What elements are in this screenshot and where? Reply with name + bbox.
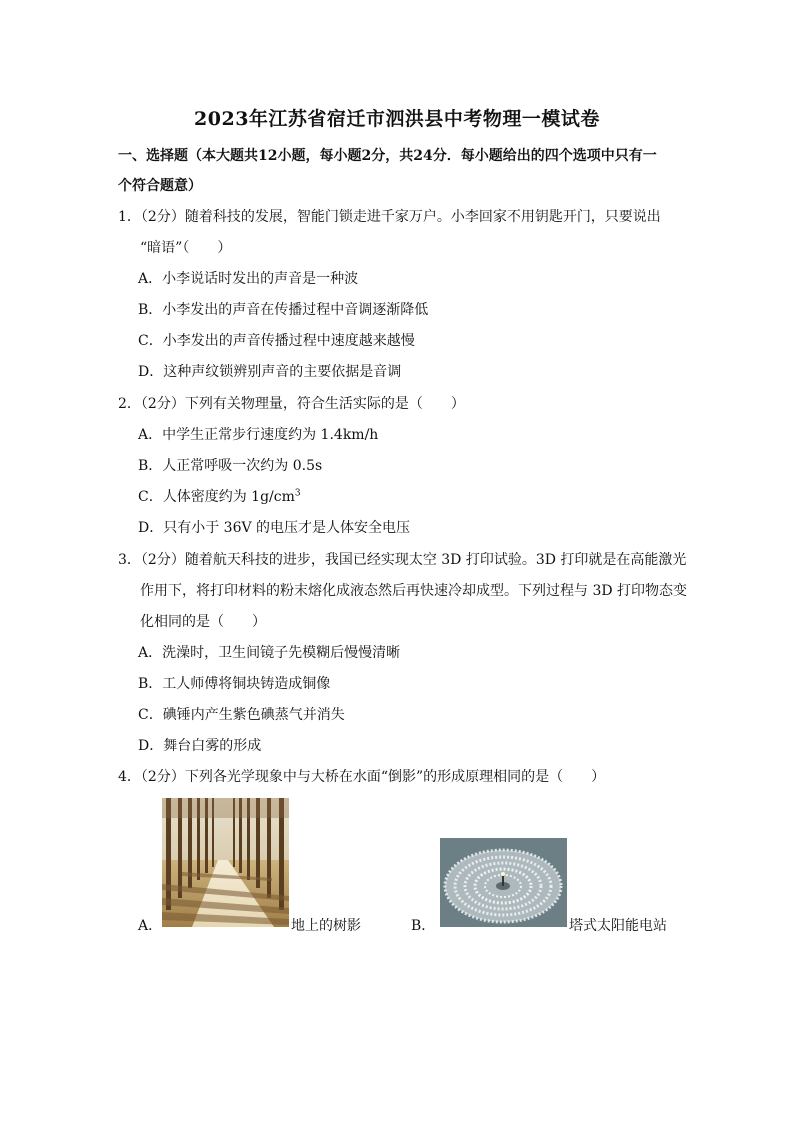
section-heading-line1: 一、选择题（本大题共12小题，每小题2分，共24分．每小题给出的四个选项中只有一	[118, 148, 657, 164]
question-1-option-b: B．小李发出的声音在传播过程中音调逐渐降低	[138, 302, 429, 318]
question-1-stem-line2: “暗语”（ ）	[140, 240, 232, 256]
question-4-option-b-letter: B．	[411, 918, 436, 934]
question-1-option-a: A．小李说话时发出的声音是一种波	[138, 271, 359, 287]
question-3-option-c: C．碘锤内产生紫色碘蒸气并消失	[138, 707, 345, 723]
cubic-superscript: 3	[294, 488, 301, 499]
question-3-stem-line1: 3．（2分）随着航天科技的进步，我国已经实现太空 3D 打印试验。3D 打印就是在高能激光	[118, 552, 687, 568]
question-2-option-d: D．只有小于 36V 的电压才是人体安全电压	[138, 520, 411, 536]
page-title: 2023年江苏省宿迁市泗洪县中考物理一模试卷	[194, 108, 600, 130]
question-4-option-b-caption: 塔式太阳能电站	[569, 918, 667, 934]
question-4-stem: 4．（2分）下列各光学现象中与大桥在水面“倒影”的形成原理相同的是（ ）	[118, 769, 606, 785]
question-3-stem-line2: 作用下，将打印材料的粉末熔化成液态然后再快速冷却成型。下列过程与 3D 打印物态变	[140, 583, 688, 599]
question-1-option-c: C．小李发出的声音传播过程中速度越来越慢	[138, 333, 415, 349]
question-2-option-c-text: C．人体密度约为 1g/cm	[138, 489, 295, 505]
question-2-option-c	[138, 487, 301, 507]
question-3-stem-line3: 化相同的是（ ）	[140, 614, 266, 630]
solar-tower-image	[440, 838, 567, 927]
tree-shadow-image	[162, 798, 289, 927]
question-1-stem-line1: 1．（2分）随着科技的发展，智能门锁走进千家万户。小李回家不用钥匙开门，只要说出	[118, 209, 661, 225]
question-4-option-a-caption: 地上的树影	[291, 918, 361, 934]
question-4-option-a-letter: A．	[138, 918, 163, 934]
question-2-option-a: A．中学生正常步行速度约为 1.4km/h	[138, 427, 379, 443]
question-2-option-b: B．人正常呼吸一次约为 0.5s	[138, 458, 323, 474]
question-3-option-b: B．工人师傅将铜块铸造成铜像	[138, 676, 331, 692]
question-3-option-d: D．舞台白雾的形成	[138, 738, 262, 754]
question-3-option-a: A．洗澡时，卫生间镜子先模糊后慢慢清晰	[138, 645, 401, 661]
question-2-stem: 2．（2分）下列有关物理量，符合生活实际的是（ ）	[118, 396, 465, 412]
question-1-option-d: D．这种声纹锁辨别声音的主要依据是音调	[138, 364, 402, 380]
section-heading-line2: 个符合题意）	[118, 178, 202, 194]
